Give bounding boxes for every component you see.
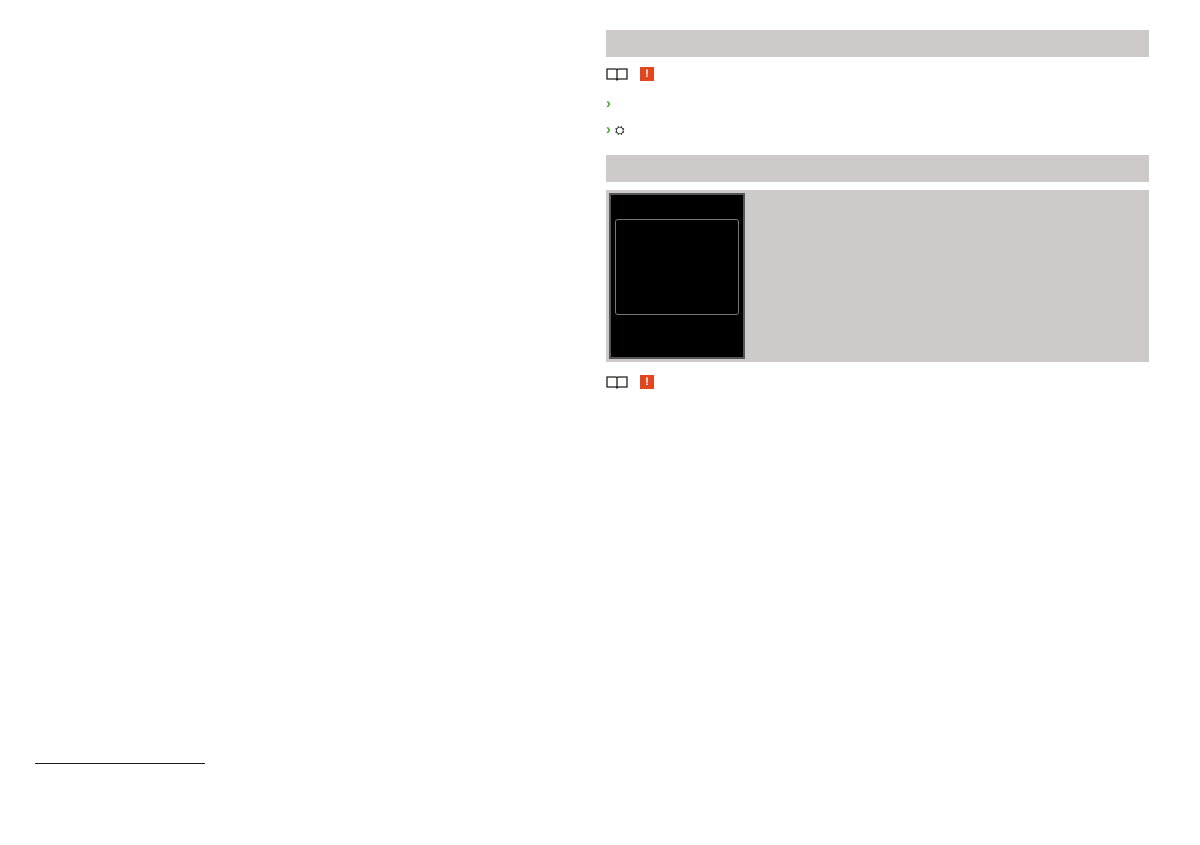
trip-panel: [615, 219, 739, 315]
section-title-compass: [606, 155, 1149, 182]
left-column: [35, 22, 580, 86]
step-steering-button: [606, 121, 1149, 139]
book-icon: [606, 67, 628, 81]
display-symbols-title: [35, 68, 580, 86]
warning-icon: !: [640, 375, 654, 389]
step-main-menu: [606, 95, 1149, 113]
right-column: [606, 22, 1149, 404]
warning-reference: [606, 64, 1149, 84]
warning-icon: !: [640, 67, 654, 81]
footnote-divider: [35, 763, 205, 764]
step-arrow-icon: ›: [606, 122, 611, 138]
intro-text: [35, 22, 580, 58]
instrument-display: [609, 193, 745, 359]
footnote: [35, 773, 41, 796]
warning-reference: [606, 372, 1149, 392]
figure-32: [606, 190, 1149, 362]
book-icon: [606, 375, 628, 389]
figure-caption: [748, 190, 768, 362]
assist-button-icon: ⛭: [614, 123, 625, 137]
step-arrow-icon: ›: [606, 96, 611, 112]
section-title-assistants: [606, 30, 1149, 57]
